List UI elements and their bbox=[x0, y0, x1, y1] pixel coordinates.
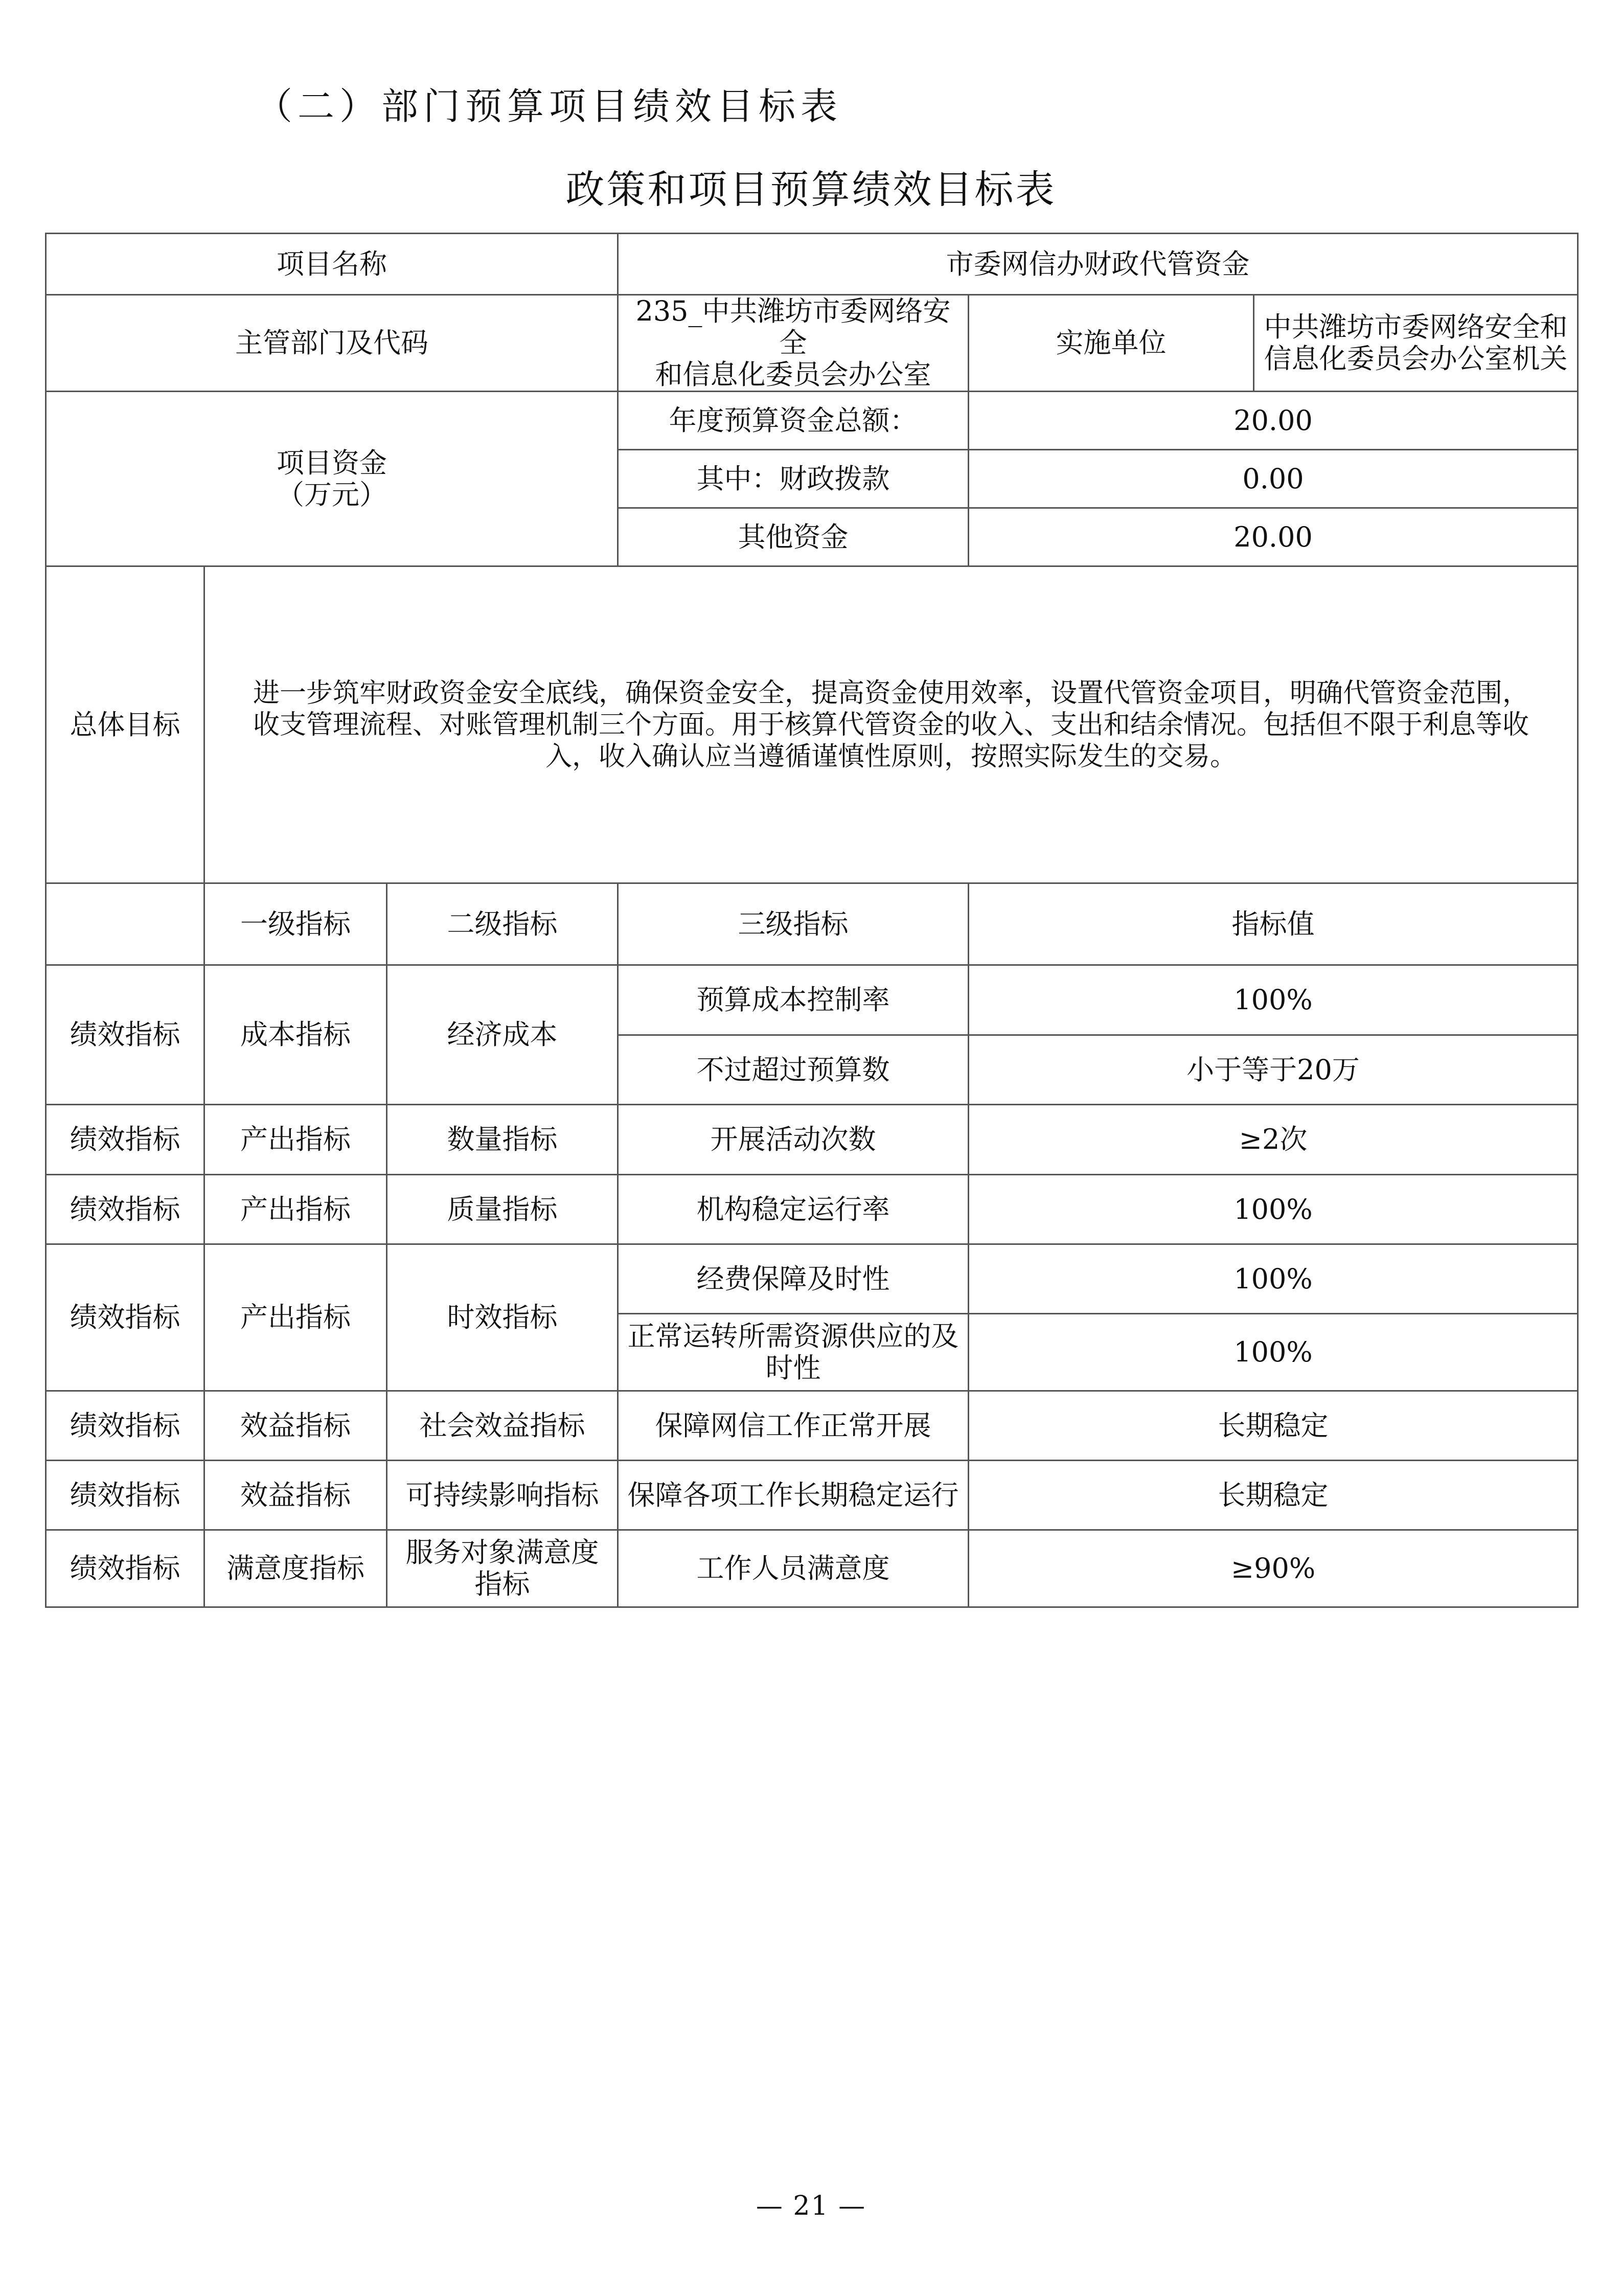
overall-goal-label: 总体目标 bbox=[46, 566, 204, 883]
overall-goal-line1: 进一步筑牢财政资金安全底线，确保资金安全，提高资金使用效率，设置代管资金项目，明确代管资金范围， bbox=[253, 677, 1529, 709]
project-name-value: 市委网信办财政代管资金 bbox=[618, 234, 1578, 295]
indicator-category: 绩效指标 bbox=[46, 1244, 204, 1391]
indicator-level3: 经费保障及时性 bbox=[618, 1244, 969, 1314]
indicator-level1: 产出指标 bbox=[204, 1175, 387, 1244]
indicator-level3: 保障各项工作长期稳定运行 bbox=[618, 1461, 969, 1530]
indicator-level2 bbox=[387, 1530, 618, 1607]
overall-goal-line3: 入，收入确认应当遵循谨慎性原则，按照实际发生的交易。 bbox=[545, 741, 1237, 772]
row-department bbox=[46, 295, 1578, 392]
row-indicator-headers bbox=[46, 883, 1578, 965]
indicator-level2: 可持续影响指标 bbox=[387, 1461, 618, 1530]
department-label: 主管部门及代码 bbox=[46, 295, 618, 392]
indicator-level1: 效益指标 bbox=[204, 1461, 387, 1530]
header-blank bbox=[46, 883, 204, 965]
implementing-unit-value bbox=[1254, 295, 1578, 392]
header-level1: 一级指标 bbox=[204, 883, 387, 965]
total-budget-value: 20.00 bbox=[969, 392, 1578, 450]
indicator-level1: 满意度指标 bbox=[204, 1530, 387, 1607]
indicator-category: 绩效指标 bbox=[46, 1391, 204, 1461]
indicator-level3: 预算成本控制率 bbox=[618, 965, 969, 1035]
indicator-value: 长期稳定 bbox=[969, 1391, 1578, 1461]
indicator-level3: 机构稳定运行率 bbox=[618, 1175, 969, 1244]
indicator-category: 绩效指标 bbox=[46, 1105, 204, 1175]
indicator-level2-line2: 指标 bbox=[474, 1568, 530, 1600]
indicator-level3: 保障网信工作正常开展 bbox=[618, 1391, 969, 1461]
project-name-label: 项目名称 bbox=[46, 234, 618, 295]
page-number: — 21 — bbox=[756, 2191, 866, 2221]
header-level3: 三级指标 bbox=[618, 883, 969, 965]
indicator-level3-line2: 时性 bbox=[765, 1352, 821, 1384]
indicator-value: 100% bbox=[969, 1244, 1578, 1314]
table-row bbox=[46, 1461, 1578, 1530]
table-row bbox=[46, 1391, 1578, 1461]
indicator-value: 100% bbox=[969, 1314, 1578, 1391]
header-level2: 二级指标 bbox=[387, 883, 618, 965]
table-row bbox=[46, 1175, 1578, 1244]
project-funds-label-line1: 项目资金 bbox=[277, 446, 387, 479]
section-heading: （二）部门预算项目绩效目标表 bbox=[256, 85, 843, 128]
project-funds-label bbox=[46, 392, 618, 566]
indicator-value: 长期稳定 bbox=[969, 1461, 1578, 1530]
indicator-level1: 产出指标 bbox=[204, 1244, 387, 1391]
table-row bbox=[46, 1244, 1578, 1314]
indicator-level3: 工作人员满意度 bbox=[618, 1530, 969, 1607]
indicator-level2: 经济成本 bbox=[387, 965, 618, 1105]
indicator-category: 绩效指标 bbox=[46, 1530, 204, 1607]
indicator-value: 100% bbox=[969, 965, 1578, 1035]
implementing-unit-line1: 中共潍坊市委网络安全和 bbox=[1264, 311, 1568, 343]
indicator-level1: 成本指标 bbox=[204, 965, 387, 1105]
overall-goal-line2: 收支管理流程、对账管理机制三个方面。用于核算代管资金的收入、支出和结余情况。包括但不限于利息等收 bbox=[253, 709, 1529, 740]
row-fund-total bbox=[46, 392, 1578, 450]
header-value: 指标值 bbox=[969, 883, 1578, 965]
department-value-line2: 和信息化委员会办公室 bbox=[655, 358, 931, 391]
other-funds-label: 其他资金 bbox=[618, 508, 969, 566]
table-row bbox=[46, 1530, 1578, 1607]
project-funds-label-line2: （万元） bbox=[277, 478, 387, 511]
indicator-level3 bbox=[618, 1314, 969, 1391]
indicator-value: ≥2次 bbox=[969, 1105, 1578, 1175]
indicator-level1: 效益指标 bbox=[204, 1391, 387, 1461]
performance-goal-table bbox=[45, 233, 1579, 1608]
table-row bbox=[46, 965, 1578, 1035]
indicator-level3-line1: 正常运转所需资源供应的及 bbox=[627, 1320, 959, 1352]
implementing-unit-label: 实施单位 bbox=[969, 295, 1254, 392]
fiscal-allocation-value: 0.00 bbox=[969, 450, 1578, 508]
implementing-unit-line2: 信息化委员会办公室机关 bbox=[1264, 343, 1568, 375]
indicator-value: 小于等于20万 bbox=[969, 1035, 1578, 1105]
department-value-line1: 235_中共潍坊市委网络安全 bbox=[635, 295, 951, 359]
fiscal-allocation-label: 其中：财政拨款 bbox=[618, 450, 969, 508]
indicator-category: 绩效指标 bbox=[46, 1175, 204, 1244]
indicator-level2-line1: 服务对象满意度 bbox=[405, 1536, 599, 1568]
indicator-category: 绩效指标 bbox=[46, 965, 204, 1105]
department-value bbox=[618, 295, 969, 392]
table-row bbox=[46, 1105, 1578, 1175]
indicator-value: ≥90% bbox=[969, 1530, 1578, 1607]
indicator-level2: 社会效益指标 bbox=[387, 1391, 618, 1461]
table-title: 政策和项目预算绩效目标表 bbox=[565, 167, 1057, 212]
indicator-level2: 时效指标 bbox=[387, 1244, 618, 1391]
indicator-level2: 质量指标 bbox=[387, 1175, 618, 1244]
row-overall-goal bbox=[46, 566, 1578, 883]
indicator-value: 100% bbox=[969, 1175, 1578, 1244]
indicator-category: 绩效指标 bbox=[46, 1461, 204, 1530]
row-project-name bbox=[46, 234, 1578, 295]
indicator-level3: 开展活动次数 bbox=[618, 1105, 969, 1175]
other-funds-value: 20.00 bbox=[969, 508, 1578, 566]
indicator-level3: 不过超过预算数 bbox=[618, 1035, 969, 1105]
total-budget-label: 年度预算资金总额： bbox=[618, 392, 969, 450]
indicator-level1: 产出指标 bbox=[204, 1105, 387, 1175]
indicator-level2: 数量指标 bbox=[387, 1105, 618, 1175]
overall-goal-text bbox=[204, 566, 1578, 883]
